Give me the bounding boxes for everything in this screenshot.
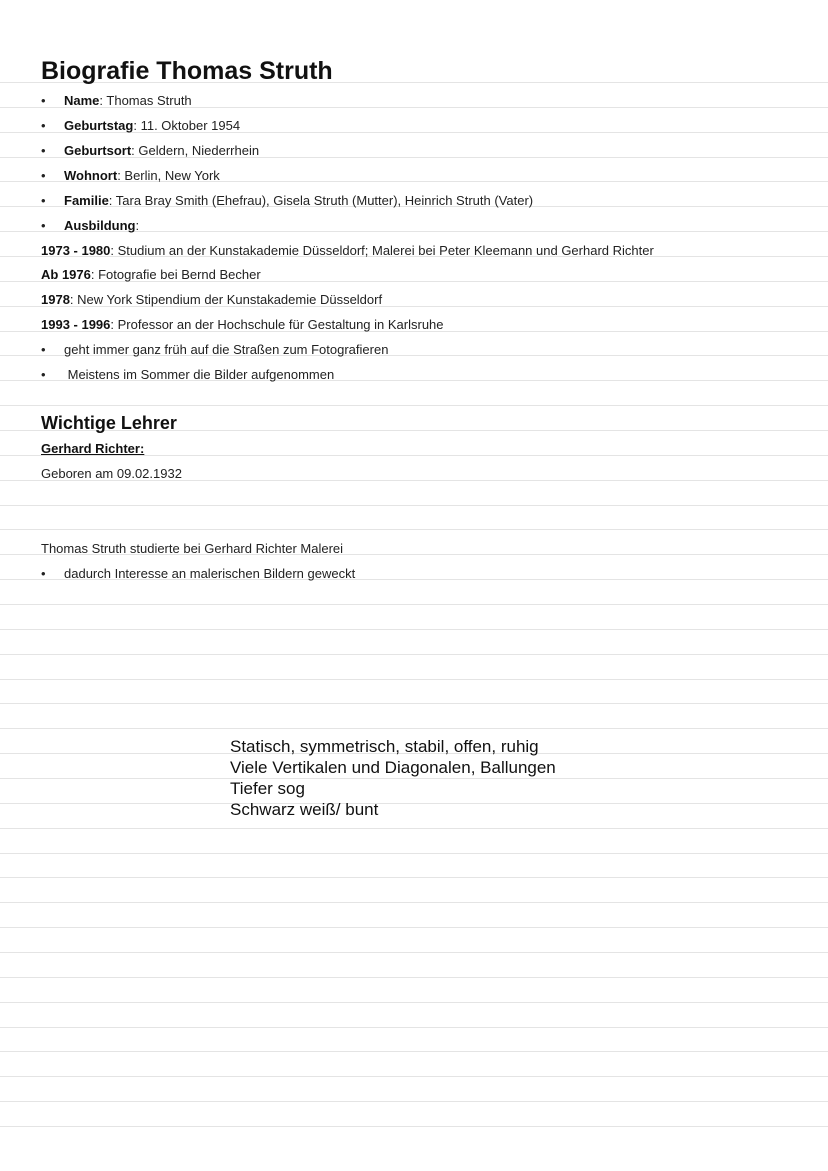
bullet-icon: • xyxy=(41,118,46,133)
fact-label: Ausbildung xyxy=(64,218,136,233)
bullet-icon: • xyxy=(41,168,46,183)
fact-education xyxy=(64,218,139,234)
fact-residence xyxy=(64,168,220,184)
bullet-icon: • xyxy=(41,566,46,581)
education-detail: : Professor an der Hochschule für Gestaltung in Karlsruhe xyxy=(110,317,444,332)
education-detail: : Studium an der Kunstakademie Düsseldorf; Malerei bei Peter Kleemann und Gerhard Richter xyxy=(110,243,654,258)
bullet-icon: • xyxy=(41,367,46,382)
bullet-icon: • xyxy=(41,218,46,233)
fact-value: : xyxy=(135,218,140,233)
education-years: Ab 1976 xyxy=(41,267,91,282)
fact-value: : 11. Oktober 1954 xyxy=(133,118,241,133)
bullet-icon: • xyxy=(41,143,46,158)
fact-name xyxy=(64,93,192,109)
note-line: Statisch, symmetrisch, stabil, offen, ruhig xyxy=(230,737,539,756)
section-heading-teachers: Wichtige Lehrer xyxy=(41,413,177,433)
education-years: 1973 - 1980 xyxy=(41,243,111,258)
teacher-birth: Geboren am 09.02.1932 xyxy=(41,466,182,481)
education-detail: : New York Stipendium der Kunstakademie Düsseldorf xyxy=(69,292,383,307)
note-line: Viele Vertikalen und Diagonalen, Ballungen xyxy=(230,758,556,777)
bullet-icon: • xyxy=(41,193,46,208)
fact-label: Geburtstag xyxy=(64,118,134,133)
style-notes xyxy=(230,736,556,820)
education-entry xyxy=(41,317,444,333)
fact-value: : Thomas Struth xyxy=(99,93,192,108)
bullet-icon: • xyxy=(41,93,46,108)
education-entry xyxy=(41,292,382,308)
fact-birthplace xyxy=(64,143,259,159)
teacher-name: Gerhard Richter: xyxy=(41,441,145,456)
education-years: 1993 - 1996 xyxy=(41,317,111,332)
fact-label: Name xyxy=(64,93,100,108)
habit-item: Meistens im Sommer die Bilder aufgenommen xyxy=(64,367,335,382)
education-detail: : Fotografie bei Bernd Becher xyxy=(90,267,261,282)
fact-label: Geburtsort xyxy=(64,143,132,158)
note-line: Tiefer sog xyxy=(230,779,305,798)
teacher-effect: dadurch Interesse an malerischen Bildern geweckt xyxy=(64,566,356,581)
habit-item: geht immer ganz früh auf die Straßen zum Fotografieren xyxy=(64,342,389,357)
fact-value: : Tara Bray Smith (Ehefrau), Gisela Struth (Mutter), Heinrich Struth (Vater) xyxy=(108,193,534,208)
fact-family xyxy=(64,193,533,209)
fact-value: : Geldern, Niederrhein xyxy=(131,143,260,158)
teacher-relation: Thomas Struth studierte bei Gerhard Richter Malerei xyxy=(41,541,344,556)
note-line: Schwarz weiß/ bunt xyxy=(230,800,379,819)
education-entry xyxy=(41,243,654,259)
education-entry xyxy=(41,267,261,283)
fact-value: : Berlin, New York xyxy=(117,168,220,183)
page-title: Biografie Thomas Struth xyxy=(41,57,333,85)
fact-label: Wohnort xyxy=(64,168,118,183)
fact-label: Familie xyxy=(64,193,109,208)
bullet-icon: • xyxy=(41,342,46,357)
fact-birthday xyxy=(64,118,240,134)
education-years: 1978 xyxy=(41,292,70,307)
